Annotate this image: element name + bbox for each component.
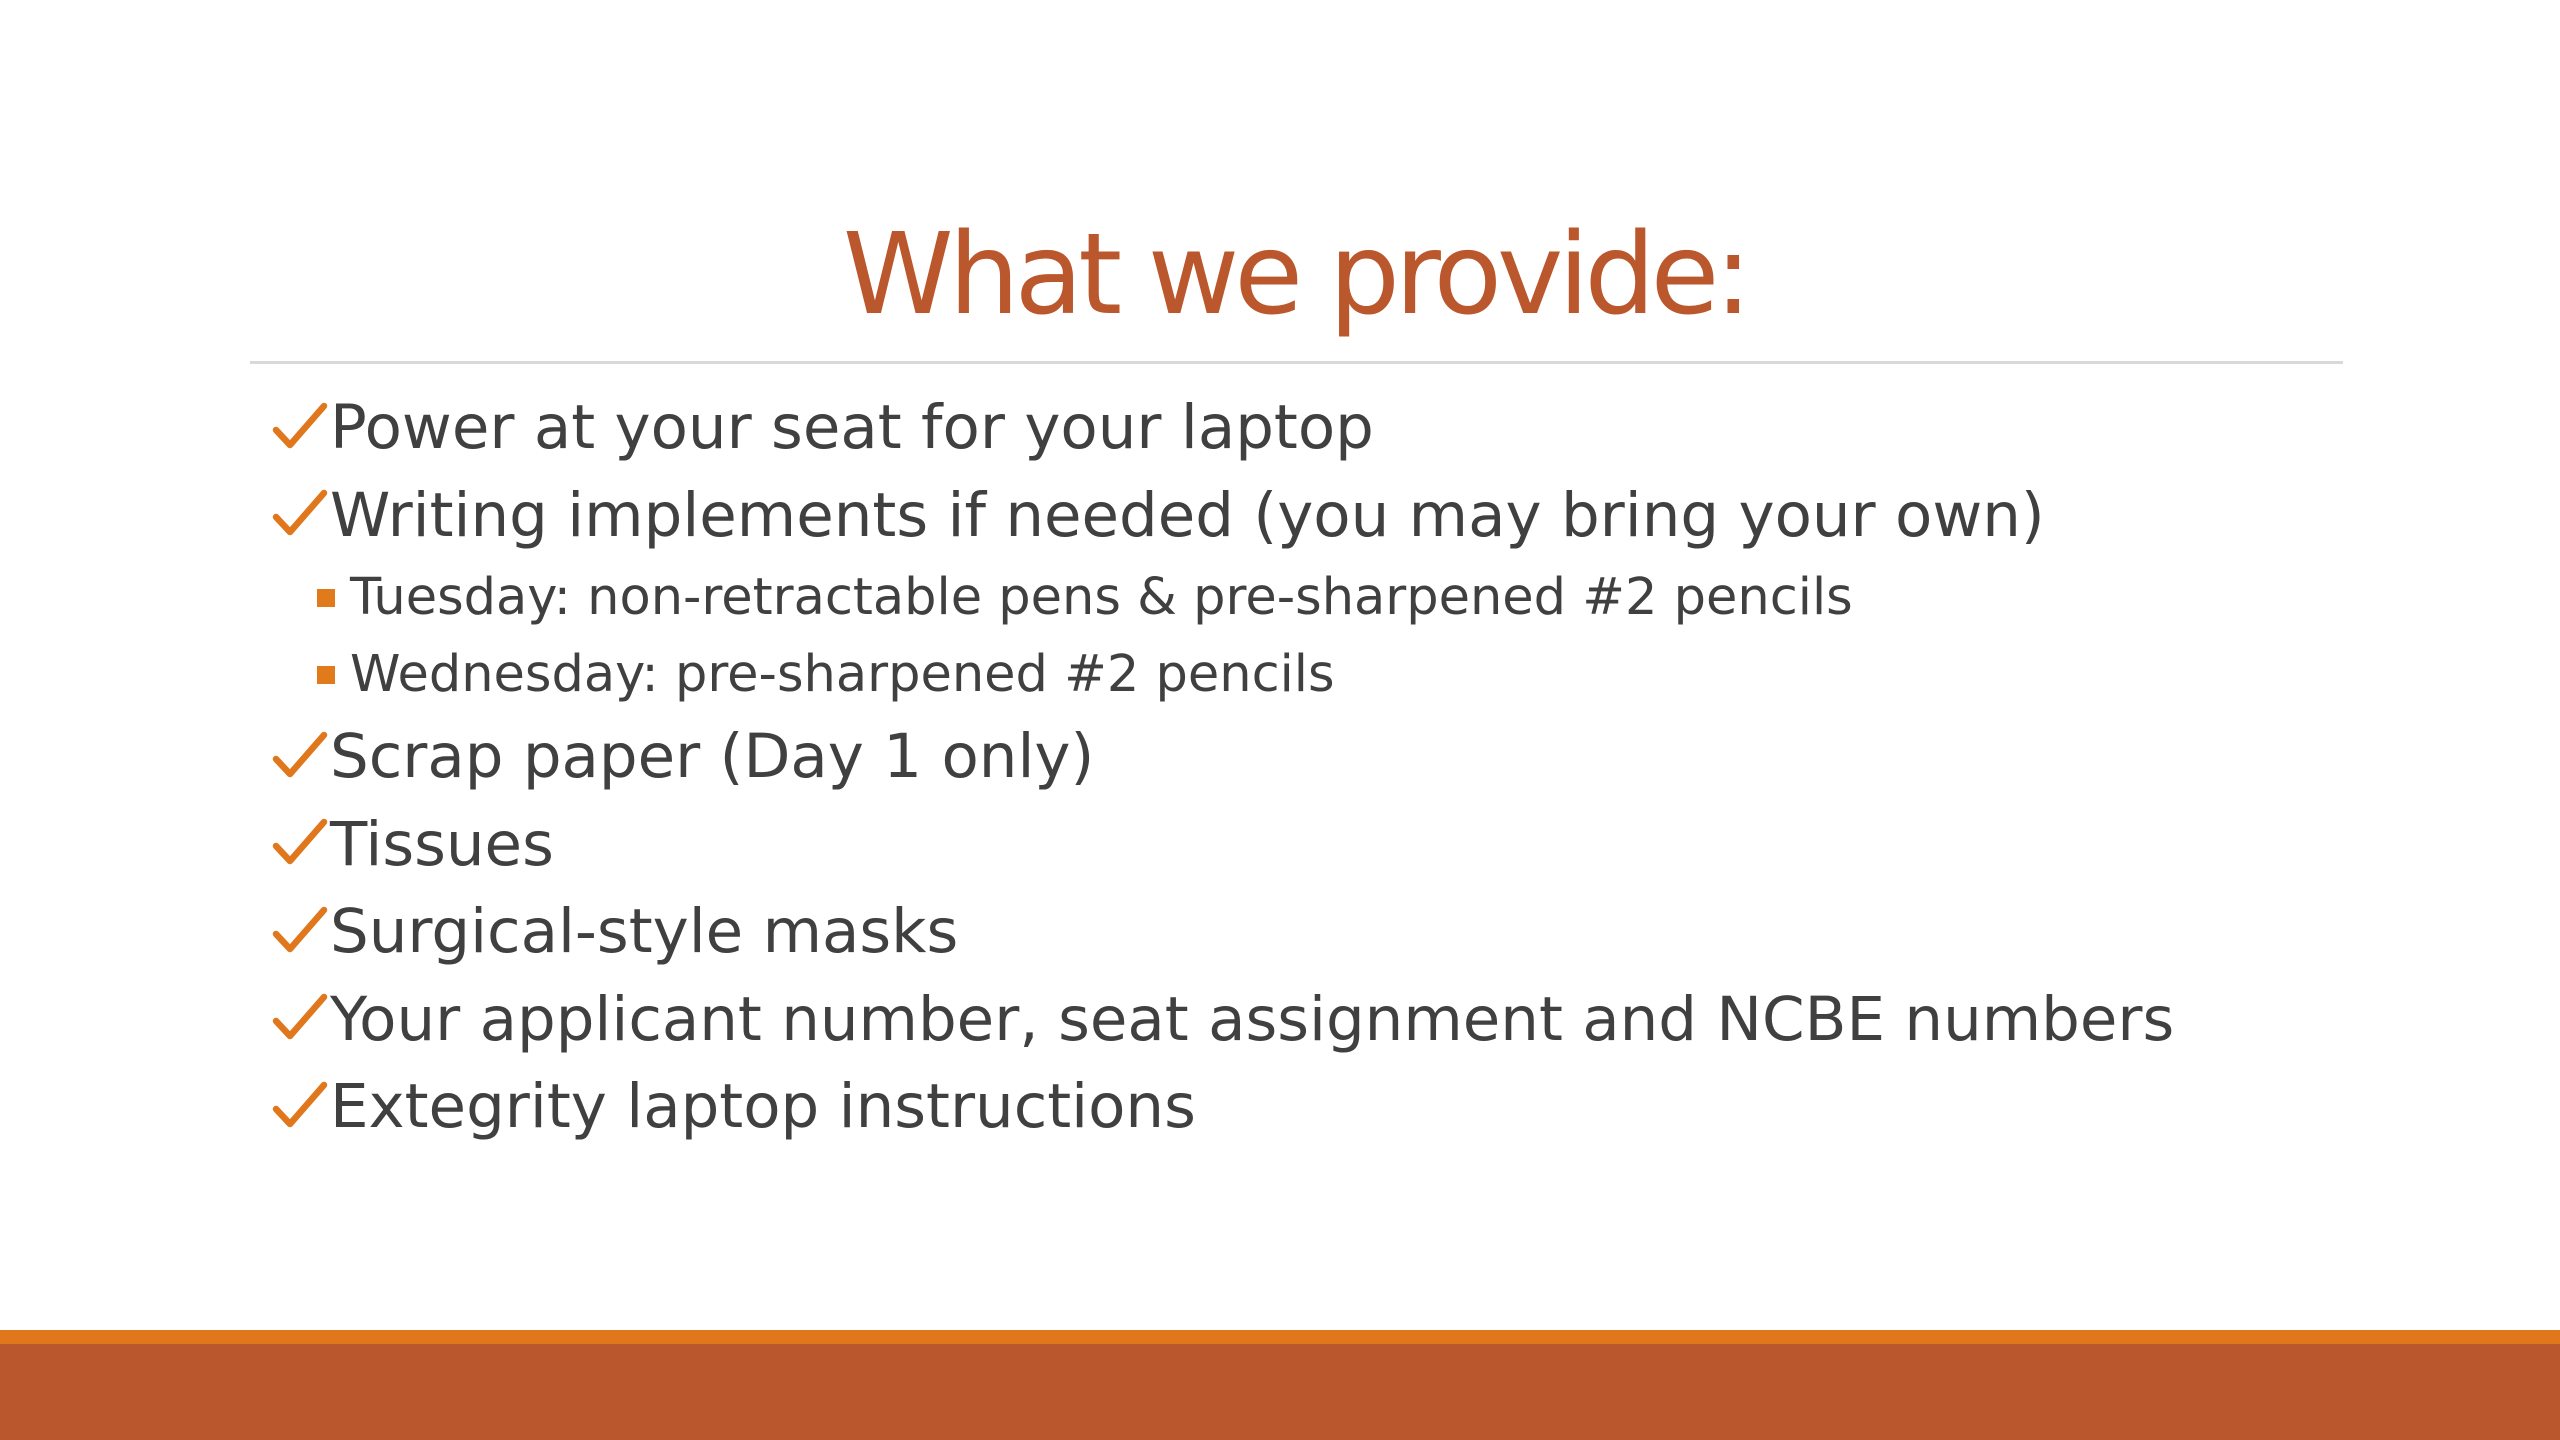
bullet-item: [272, 713, 2332, 801]
check-icon: [272, 1063, 330, 1150]
check-icon: [272, 472, 330, 559]
check-icon: [272, 713, 330, 800]
square-bullet-icon: [317, 666, 335, 684]
bullet-item: [272, 801, 2332, 889]
sub-bullet-item: [272, 636, 2332, 713]
title-divider: [250, 361, 2343, 364]
check-icon: [272, 801, 330, 888]
bullet-item: [272, 384, 2332, 472]
sub-bullet-item: [272, 559, 2332, 636]
bullet-list: [272, 384, 2332, 1151]
bullet-item: [272, 976, 2332, 1064]
square-bullet-icon: [317, 589, 335, 607]
sub-bullet-text: Tuesday: non-retractable pens & pre-sharpened #2 pencils: [350, 568, 1853, 627]
bullet-text: Your applicant number, seat assignment and NCBE numbers: [330, 983, 2175, 1055]
bullet-item: [272, 888, 2332, 976]
slide-title: What we provide:: [842, 210, 1748, 340]
bullet-text: Scrap paper (Day 1 only): [330, 721, 1095, 793]
sub-bullet-text: Wednesday: pre-sharpened #2 pencils: [350, 645, 1335, 704]
bullet-text: Surgical-style masks: [330, 896, 959, 968]
footer-accent-stripe: [0, 1330, 2560, 1344]
check-icon: [272, 976, 330, 1063]
bullet-item: [272, 472, 2332, 560]
bullet-text: Writing implements if needed (you may bring your own): [330, 479, 2045, 551]
footer-band: [0, 1344, 2560, 1440]
bullet-text: Tissues: [330, 808, 554, 880]
check-icon: [272, 888, 330, 975]
bullet-item: [272, 1063, 2332, 1151]
bullet-text: Extegrity laptop instructions: [330, 1071, 1196, 1143]
bullet-text: Power at your seat for your laptop: [330, 392, 1374, 464]
check-icon: [272, 384, 330, 471]
